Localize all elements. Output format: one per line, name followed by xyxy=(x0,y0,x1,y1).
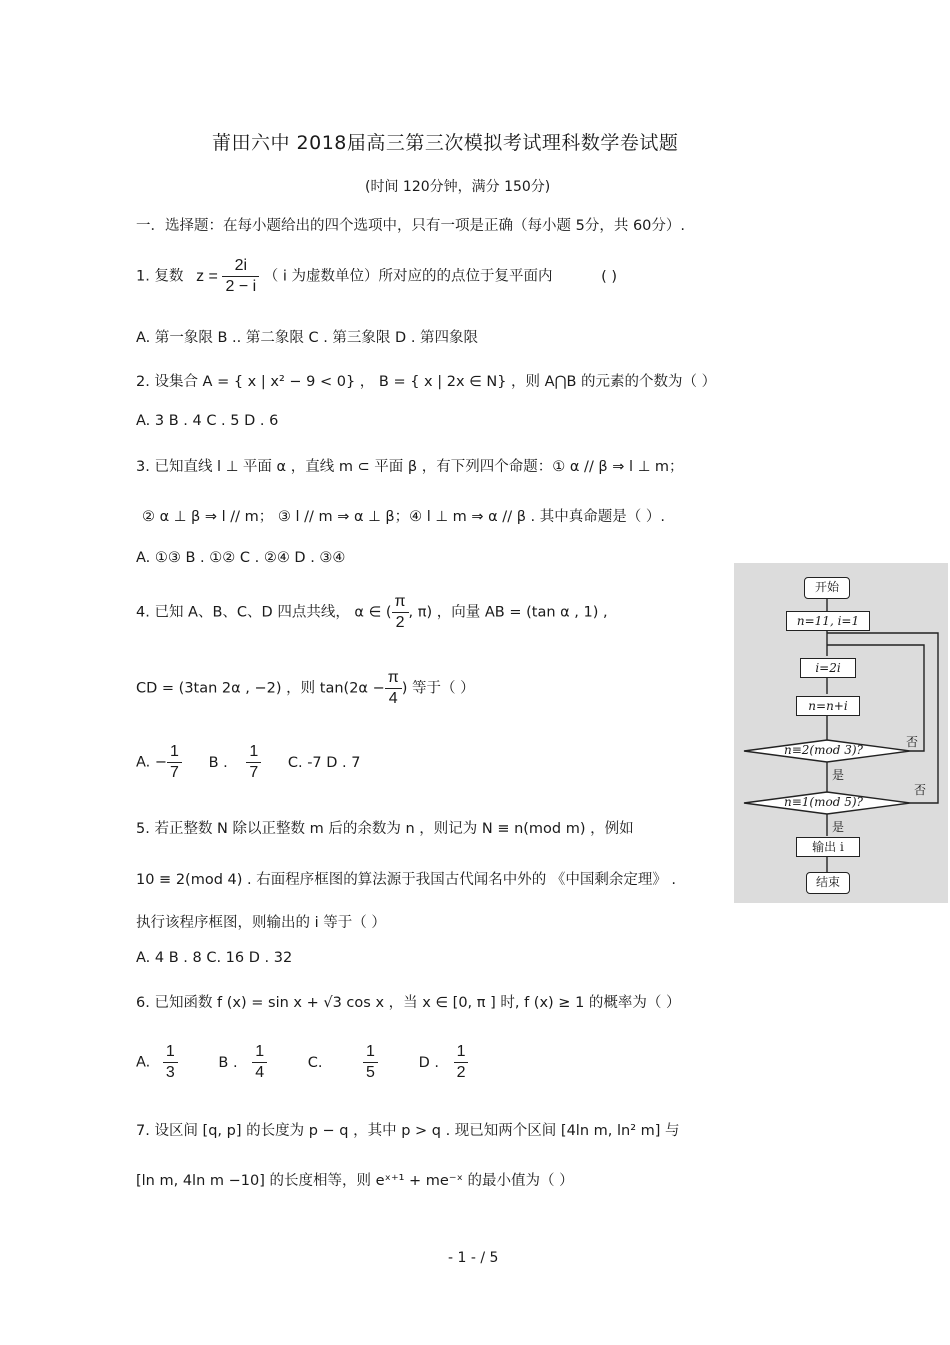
page-title: 莆田六中 2018届高三第三次模拟考试理科数学卷试题 xyxy=(212,132,679,154)
flow-end: 结束 xyxy=(806,872,850,894)
flow-no-2: 否 xyxy=(914,783,927,797)
question-4-line-2: CD = (3tan 2α , −2) ，则 tan(2α − $\frac{\pi}{4}$ ) 等于（ ） xyxy=(136,669,475,707)
exam-info: (时间 120分钟，满分 150分) xyxy=(365,179,551,195)
question-4-options: A. − $\frac{1}{7}$ B . $\frac{1}{7}$ C. -7 D . 7 xyxy=(136,743,361,781)
fraction: $\frac{\pi}{4}$ xyxy=(385,668,402,709)
question-3-line-1: 3. 已知直线 l ⊥ 平面 α ，直线 m ⊂ 平面 β ，有下列四个命题：① α // β ⇒ l ⊥ m； xyxy=(136,459,684,475)
question-5-options: A. 4 B . 8 C. 16 D . 32 xyxy=(136,950,293,966)
question-7-line-1: 7. 设区间 [q, p] 的长度为 p − q ，其中 p > q . 现已知两个区间 [4ln m, ln² m] 与 xyxy=(136,1123,680,1139)
question-2-options: A. 3 B . 4 C . 5 D . 6 xyxy=(136,413,279,429)
flow-yes-2: 是 xyxy=(832,820,845,834)
flow-yes-1: 是 xyxy=(832,768,845,782)
flow-start: 开始 xyxy=(804,577,850,599)
question-4-line-1: 4. 已知 A、B、C、D 四点共线， α ∈ ( $\frac{\pi}{2}$ , π) ，向量 AB = (tan α , 1) , xyxy=(136,593,608,631)
question-5-line-1: 5. 若正整数 N 除以正整数 m 后的余数为 n ，则记为 N ≡ n(mod m) ，例如 xyxy=(136,821,634,837)
question-6-options: A. $\frac{1}{3}$ B . $\frac{1}{4}$ C. $\frac{1}{5}$ D . $\frac{1}{2}$ xyxy=(136,1042,468,1083)
question-1: 1. 复数 z = $\frac{2i}{2 - i}$ （ i 为虚数单位）所对应的的点位于复平面内 ( ) xyxy=(136,257,618,295)
flow-double-i: i=2i xyxy=(800,658,856,678)
flow-no-1: 否 xyxy=(906,735,919,749)
question-5-line-2: 10 ≡ 2(mod 4) . 右面程序框图的算法源于我国古代闻名中外的 《中国剩余定理》 . xyxy=(136,872,677,888)
question-7-line-2: [ln m, 4ln m −10] 的长度相等，则 eˣ⁺¹ + me⁻ˣ 的最小值为（ ） xyxy=(136,1173,574,1189)
flow-condition-1: n≡2(mod 3)? xyxy=(784,743,863,757)
flow-condition-2: n≡1(mod 5)? xyxy=(784,795,863,809)
flowchart xyxy=(734,563,948,903)
fraction: $\frac{2i}{2 - i}$ xyxy=(222,256,259,297)
flow-init: n=11, i=1 xyxy=(786,611,870,631)
question-6: 6. 已知函数 f (x) = sin x + √3 cos x ，当 x ∈ [0, π ] 时, f (x) ≥ 1 的概率为（ ） xyxy=(136,995,681,1011)
fraction: $\frac{\pi}{2}$ xyxy=(392,592,409,633)
question-3-line-2: ② α ⊥ β ⇒ l // m； ③ l // m ⇒ α ⊥ β；④ l ⊥ m ⇒ α // β . 其中真命题是（ ）. xyxy=(142,509,665,525)
section-heading: 一．选择题：在每小题给出的四个选项中，只有一项是正确（每小题 5分，共 60分）. xyxy=(136,218,686,234)
question-3-options: A. ①③ B . ①② C . ②④ D . ③④ xyxy=(136,550,346,566)
flow-output: 输出 i xyxy=(796,837,860,857)
question-1-options: A. 第一象限 B .. 第二象限 C . 第三象限 D . 第四象限 xyxy=(136,330,479,346)
flow-add-n: n=n+i xyxy=(796,696,860,716)
question-2: 2. 设集合 A = { x | x² − 9 < 0} ， B = { x | 2x ∈ N} ，则 A⋂B 的元素的个数为（ ） xyxy=(136,374,717,390)
question-5-line-3: 执行该程序框图，则输出的 i 等于（ ） xyxy=(136,915,386,931)
page-number: - 1 - / 5 xyxy=(448,1250,499,1266)
